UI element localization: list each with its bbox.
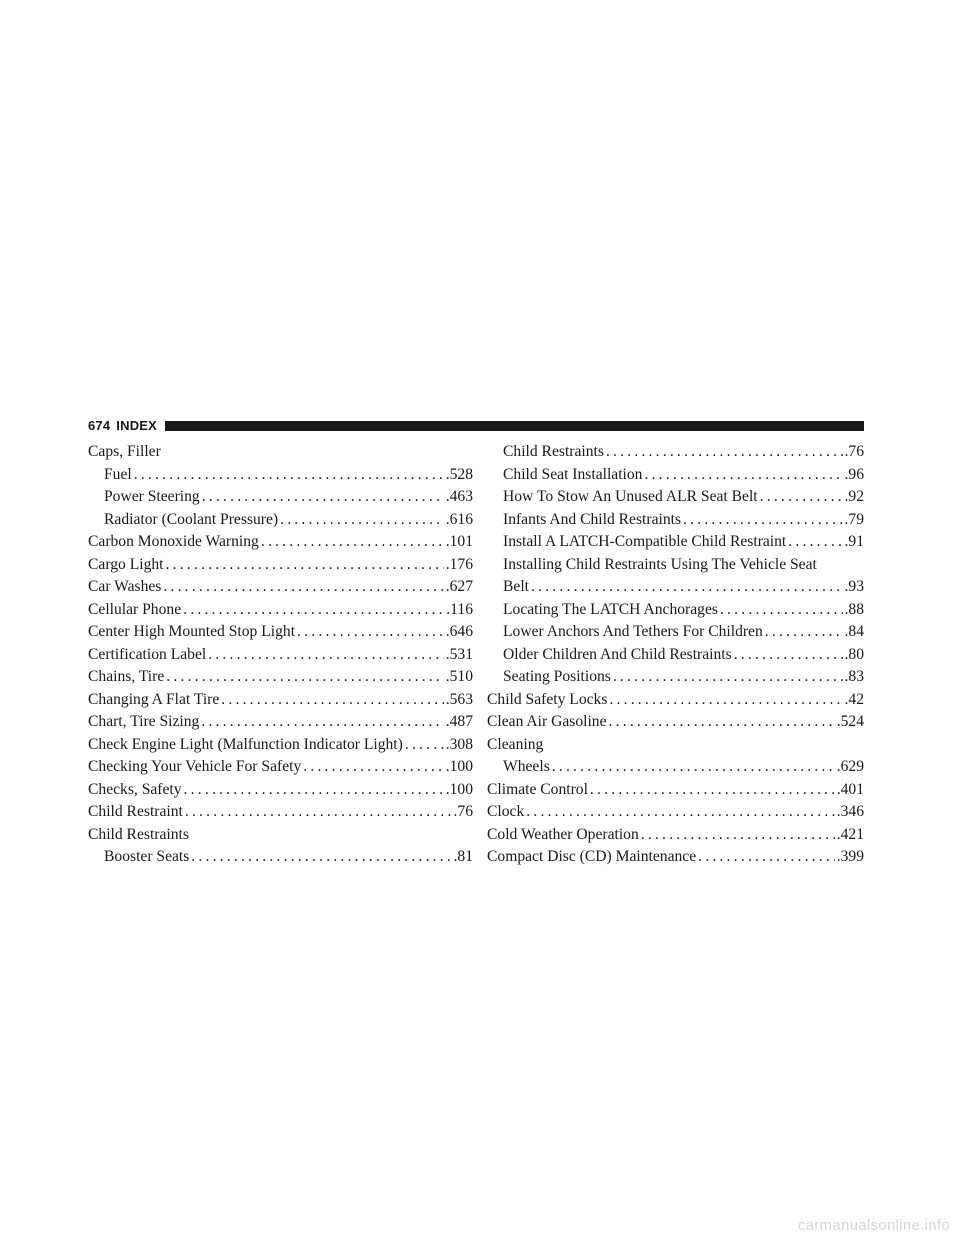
index-entry bbox=[487, 644, 864, 667]
dot-leader bbox=[303, 756, 443, 779]
index-entry bbox=[487, 711, 864, 734]
index-term: Older Children And Child Restraints bbox=[503, 645, 732, 663]
section-title: INDEX bbox=[116, 417, 158, 433]
index-entry bbox=[88, 756, 473, 779]
index-entry bbox=[487, 576, 864, 599]
dot-leader bbox=[184, 779, 444, 802]
index-page-ref: .92 bbox=[844, 488, 864, 505]
index-term: Check Engine Light (Malfunction Indicator Light) bbox=[88, 735, 403, 753]
index-page-ref: .101 bbox=[445, 533, 473, 550]
dot-leader bbox=[526, 801, 834, 824]
dot-leader bbox=[297, 621, 444, 644]
header-rule bbox=[165, 421, 864, 431]
index-term: Chains, Tire bbox=[88, 668, 165, 685]
index-page-ref: .91 bbox=[844, 533, 864, 550]
index-term: Child Restraints bbox=[503, 443, 604, 460]
index-page-ref: .399 bbox=[836, 848, 864, 865]
index-term: Seating Positions bbox=[503, 668, 611, 685]
index-term: Carbon Monoxide Warning bbox=[88, 533, 259, 550]
dot-leader bbox=[202, 486, 444, 509]
index-page-ref: .76 bbox=[453, 803, 473, 820]
index-term: Certification Label bbox=[88, 645, 207, 663]
index-entry bbox=[88, 689, 473, 712]
index-entry bbox=[487, 689, 864, 712]
index-term: Clean Air Gasoline bbox=[487, 713, 607, 730]
index-term: Car Washes bbox=[88, 578, 162, 595]
index-term: Wheels bbox=[503, 758, 550, 775]
index-entry bbox=[88, 531, 473, 554]
dot-leader bbox=[261, 531, 444, 554]
dot-leader bbox=[208, 644, 444, 667]
dot-leader bbox=[683, 509, 842, 532]
index-page-ref: .308 bbox=[445, 735, 473, 753]
dot-leader bbox=[201, 711, 443, 734]
index-page-ref: .346 bbox=[836, 803, 864, 820]
index-entry bbox=[88, 486, 473, 509]
index-term: Compact Disc (CD) Maintenance bbox=[487, 848, 697, 865]
index-page-ref: .96 bbox=[844, 465, 864, 483]
index-term: Radiator (Coolant Pressure) bbox=[104, 510, 279, 528]
index-entry bbox=[487, 441, 864, 464]
index-entry bbox=[88, 779, 473, 802]
index-page-ref: .42 bbox=[844, 690, 864, 708]
index-entry bbox=[487, 801, 864, 824]
dot-leader bbox=[191, 846, 451, 869]
index-term: Belt bbox=[503, 578, 529, 595]
dot-leader bbox=[720, 599, 843, 622]
index-page-ref: .84 bbox=[844, 623, 864, 640]
dot-leader bbox=[163, 576, 443, 599]
index-term: Fuel bbox=[104, 465, 132, 483]
index-page-ref: .510 bbox=[445, 668, 473, 685]
index-entry bbox=[88, 666, 473, 689]
dot-leader bbox=[221, 689, 443, 712]
dot-leader bbox=[734, 644, 843, 667]
index-heading: Caps, Filler bbox=[88, 443, 161, 460]
index-page-ref: .646 bbox=[445, 623, 473, 640]
index-page-ref: .463 bbox=[445, 488, 473, 505]
index-entry bbox=[88, 576, 473, 599]
index-entry bbox=[487, 599, 864, 622]
index-page-ref: .100 bbox=[445, 758, 473, 775]
index-entry bbox=[487, 824, 864, 847]
index-entry bbox=[88, 621, 473, 644]
dot-leader bbox=[405, 734, 444, 757]
index-term: Locating The LATCH Anchorages bbox=[503, 600, 718, 618]
index-term: Child Seat Installation bbox=[503, 465, 643, 483]
index-term: Checking Your Vehicle For Safety bbox=[88, 758, 302, 775]
index-term: Install A LATCH-Compatible Child Restraint bbox=[503, 533, 787, 550]
page-header bbox=[88, 416, 864, 434]
index-term: How To Stow An Unused ALR Seat Belt bbox=[503, 488, 758, 505]
dot-leader bbox=[641, 824, 835, 847]
index-entry bbox=[487, 509, 864, 532]
index-term: Center High Mounted Stop Light bbox=[88, 623, 296, 640]
dot-leader bbox=[609, 711, 835, 734]
index-term: Chart, Tire Sizing bbox=[88, 713, 200, 730]
index-column-right bbox=[487, 441, 864, 869]
index-entry bbox=[487, 666, 864, 689]
index-page-ref: .528 bbox=[445, 465, 473, 483]
index-page-ref: .100 bbox=[445, 780, 473, 798]
dot-leader bbox=[760, 486, 843, 509]
index-term: Changing A Flat Tire bbox=[88, 690, 220, 708]
index-entry bbox=[88, 464, 473, 487]
index-page-ref: .627 bbox=[445, 578, 473, 595]
index-heading: Cleaning bbox=[487, 735, 544, 753]
index-page-ref: .401 bbox=[836, 780, 864, 798]
index-entry bbox=[487, 531, 864, 554]
dot-leader bbox=[613, 666, 843, 689]
index-page-ref: .116 bbox=[446, 600, 473, 618]
index-entry bbox=[487, 621, 864, 644]
index-term: Infants And Child Restraints bbox=[503, 510, 682, 528]
index-page-ref: .563 bbox=[445, 690, 473, 708]
index-page-ref: .80 bbox=[844, 645, 864, 663]
page-number: 674 bbox=[88, 417, 111, 433]
index-entry bbox=[88, 734, 473, 757]
dot-leader bbox=[166, 666, 443, 689]
index-heading: Child Restraints bbox=[88, 825, 189, 843]
dot-leader bbox=[134, 464, 444, 487]
index-page-ref: .616 bbox=[445, 510, 473, 528]
index-column-left bbox=[88, 441, 473, 869]
dot-leader bbox=[280, 509, 444, 532]
dot-leader bbox=[606, 441, 843, 464]
index-term: Cargo Light bbox=[88, 555, 164, 573]
index-term: Power Steering bbox=[104, 488, 200, 505]
dot-leader bbox=[166, 554, 444, 577]
dot-leader bbox=[183, 599, 444, 622]
dot-leader bbox=[531, 576, 843, 599]
dot-leader bbox=[609, 689, 842, 712]
index-entry bbox=[88, 644, 473, 667]
index-term: Child Safety Locks bbox=[487, 690, 608, 708]
dot-leader bbox=[698, 846, 835, 869]
index-page-ref: .88 bbox=[844, 600, 864, 618]
index-entry bbox=[88, 801, 473, 824]
index-page-ref: .79 bbox=[844, 510, 864, 528]
index-page-ref: .531 bbox=[445, 645, 473, 663]
index-page-ref: .524 bbox=[836, 713, 864, 730]
index-entry bbox=[487, 464, 864, 487]
index-page-ref: .81 bbox=[453, 848, 473, 865]
dot-leader bbox=[185, 801, 452, 824]
watermark: carmanualsonline.info bbox=[797, 1217, 950, 1234]
index-page-ref: .421 bbox=[836, 825, 864, 843]
index-term: Climate Control bbox=[487, 780, 588, 798]
dot-leader bbox=[552, 756, 835, 779]
index-page-ref: .83 bbox=[844, 668, 864, 685]
index-page-ref: .629 bbox=[836, 758, 864, 775]
index-entry bbox=[487, 779, 864, 802]
index-entry bbox=[487, 756, 864, 779]
index-term: Lower Anchors And Tethers For Children bbox=[503, 623, 763, 640]
index-heading: Installing Child Restraints Using The Vehicle Seat bbox=[503, 555, 817, 573]
index-term: Clock bbox=[487, 803, 525, 820]
index-entry bbox=[487, 486, 864, 509]
dot-leader bbox=[765, 621, 843, 644]
dot-leader bbox=[644, 464, 842, 487]
index-entry bbox=[88, 711, 473, 734]
index-term: Child Restraint bbox=[88, 803, 183, 820]
index-entry bbox=[88, 599, 473, 622]
index-entry bbox=[88, 554, 473, 577]
index-entry bbox=[88, 509, 473, 532]
index-page-ref: .93 bbox=[844, 578, 864, 595]
index-term: Booster Seats bbox=[104, 848, 190, 865]
index-entry bbox=[487, 846, 864, 869]
index-term: Cellular Phone bbox=[88, 600, 182, 618]
index-term: Checks, Safety bbox=[88, 780, 182, 798]
index-page-ref: .176 bbox=[445, 555, 473, 573]
index-page-ref: .487 bbox=[445, 713, 473, 730]
dot-leader bbox=[590, 779, 835, 802]
index-page-ref: .76 bbox=[844, 443, 864, 460]
header-label bbox=[88, 418, 157, 433]
index-entry bbox=[88, 846, 473, 869]
dot-leader bbox=[788, 531, 842, 554]
index-term: Cold Weather Operation bbox=[487, 825, 639, 843]
